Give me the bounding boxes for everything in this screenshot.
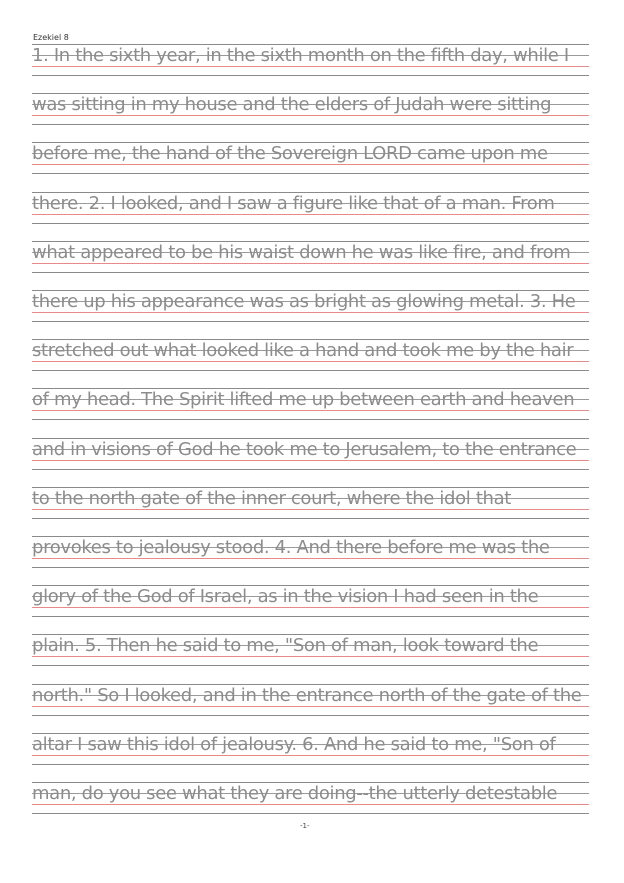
guide-rule <box>32 518 589 519</box>
writing-line <box>32 585 589 619</box>
trace-text: north." So I looked, and in the entrance north of the gate of the <box>32 684 582 706</box>
guide-rule <box>32 567 589 568</box>
writing-line <box>32 241 589 275</box>
trace-text: plain. 5. Then he said to me, "Son of man, look toward the <box>32 635 539 657</box>
page-header: Ezekiel 8 <box>33 33 69 42</box>
page-number: -1- <box>300 822 310 830</box>
trace-text: provokes to jealousy stood. 4. And there before me was the <box>32 537 550 558</box>
writing-line <box>32 192 589 226</box>
writing-line <box>32 388 589 422</box>
writing-line <box>32 339 589 373</box>
guide-rule <box>32 665 589 666</box>
guide-rule <box>32 419 589 420</box>
trace-text: of my head. The Spirit lifted me up between earth and heaven <box>32 389 575 411</box>
writing-line <box>32 290 589 324</box>
guide-rule <box>32 173 589 174</box>
writing-line <box>32 93 589 127</box>
writing-line <box>32 438 589 472</box>
trace-text: to the north gate of the inner court, where the idol that <box>32 487 511 509</box>
trace-text: man, do you see what they are doing--the utterly detestable <box>32 783 558 804</box>
guide-rule <box>32 272 589 273</box>
writing-line <box>32 782 589 816</box>
trace-text: and in visions of God he took me to Jerusalem, to the entrance <box>32 438 577 460</box>
writing-line <box>32 142 589 176</box>
writing-line <box>32 684 589 718</box>
trace-text: was sitting in my house and the elders of Judah were sitting <box>32 94 552 116</box>
guide-rule <box>32 370 589 371</box>
guide-rule <box>32 75 589 76</box>
writing-line <box>32 487 589 521</box>
trace-text: 1. In the sixth year, in the sixth month on the fifth day, while I <box>32 45 569 66</box>
guide-rule <box>32 813 589 814</box>
guide-rule <box>32 124 589 125</box>
trace-text: glory of the God of Israel, as in the vision I had seen in the <box>32 586 539 608</box>
trace-text: before me, the hand of the Sovereign LORD came upon me <box>32 143 548 165</box>
trace-text: stretched out what looked like a hand and took me by the hair <box>32 340 574 362</box>
writing-line <box>32 536 589 570</box>
guide-rule <box>32 764 589 765</box>
trace-text: altar I saw this idol of jealousy. 6. And he said to me, "Son of <box>32 733 556 755</box>
trace-text: there up his appearance was as bright as glowing metal. 3. He <box>32 291 576 312</box>
writing-line <box>32 44 589 78</box>
guide-rule <box>32 616 589 617</box>
guide-rule <box>32 469 589 470</box>
writing-line <box>32 733 589 767</box>
guide-rule <box>32 321 589 322</box>
guide-rule <box>32 715 589 716</box>
trace-text: what appeared to be his waist down he was like fire, and from <box>32 241 571 263</box>
trace-text: there. 2. I looked, and I saw a figure like that of a man. From <box>32 192 555 214</box>
writing-line <box>32 634 589 668</box>
guide-rule <box>32 223 589 224</box>
